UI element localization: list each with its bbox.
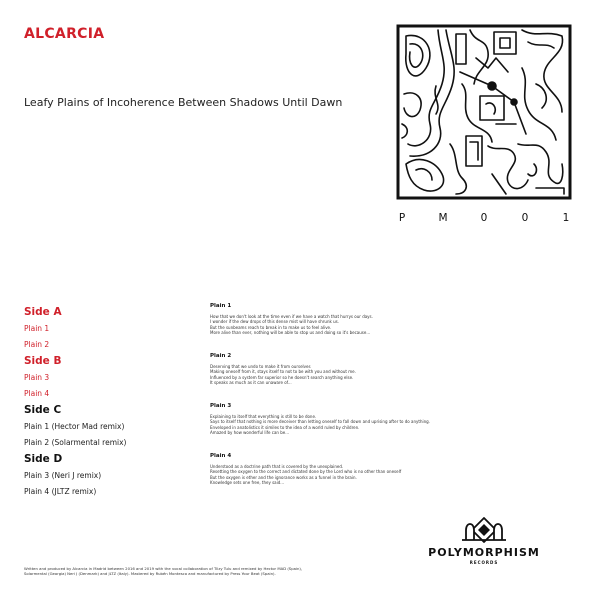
track-item: Plain 3 [24, 373, 50, 382]
lyric-line: Says to itself that nothing is more deceiver than letting oneself to fall down and uprising after to do anything. [210, 419, 430, 425]
track-item: Plain 2 [24, 340, 50, 349]
lyric-block-plain-1 [210, 303, 400, 335]
lyric-line: Amazed by how wonderful life can be... [210, 429, 290, 435]
artist-name: ALCARCIA [24, 26, 105, 42]
lyric-line: Making oneself from it, stays itself to not to be with you and without me. [210, 369, 356, 375]
track-item: Plain 4 (JLTZ remix) [24, 487, 97, 496]
side-a-label: Side A [24, 306, 62, 318]
catalog-code-char: 1 [562, 212, 570, 224]
lyric-line: Explaining to itself that everything is still to be done. [210, 414, 317, 419]
track-item: Plain 1 [24, 324, 50, 333]
track-item: Plain 4 [24, 389, 50, 398]
track-item: Plain 1 (Hector Mad remix) [24, 422, 125, 431]
side-c-label: Side C [24, 404, 62, 416]
lyric-block-plain-4 [210, 453, 400, 485]
tracklist [24, 305, 204, 497]
lyric-line: Knowledge sets one free, they said... [210, 479, 285, 485]
lyric-line: But the sunbeams reach to break in to make us to feel alive. [210, 324, 332, 330]
side-b-label: Side B [24, 355, 62, 367]
lyric-title: Plain 4 [210, 453, 232, 459]
lyric-line: Enveloped in anatolistics it similes to the idea of a world ruled by children. [210, 424, 360, 430]
side-d [24, 452, 204, 497]
lyric-title: Plain 1 [210, 303, 232, 309]
lyric-line: How that we don't look at the time even if we have a watch that hurrys our days. [210, 314, 373, 319]
lyric-block-plain-2 [210, 353, 400, 385]
lyric-line: It speaks as much as it can unaware of... [210, 379, 292, 385]
catalog-code-char: 0 [521, 212, 529, 224]
catalog-code-char: P [398, 212, 406, 224]
track-item: Plain 3 (Neri J remix) [24, 471, 102, 480]
catalog-code [396, 212, 572, 224]
track-item: Plain 2 (Solarmental remix) [24, 438, 127, 447]
lyric-line: Resetting the oxygen to the correct and dictated done by the Lord who is no other than oneself [210, 469, 402, 475]
side-d-label: Side D [24, 453, 63, 465]
lyric-title: Plain 2 [210, 353, 232, 359]
lyric-line: I wonder if the dew drops of this dense mist will have shrunk us. [210, 319, 339, 325]
polymorphism-logo-icon [460, 512, 508, 544]
side-a [24, 305, 204, 350]
label-logo [396, 512, 572, 574]
catalog-code-char: M [438, 212, 448, 224]
lyric-line: Influenced by a system far superior so he doesn't search anything else. [210, 374, 354, 380]
lyric-title: Plain 3 [210, 403, 232, 409]
lyric-block-plain-3 [210, 403, 430, 435]
abstract-line-art-icon [396, 24, 572, 200]
label-subtitle: RECORDS [469, 560, 499, 565]
side-c [24, 403, 204, 448]
lyric-line: Understood as a doctrine path that is covered by the unexplained. [210, 464, 344, 469]
lyric-line: Deserving that we undo to make it from ourselves [210, 364, 311, 369]
album-title: Leafy Plains of Incoherence Between Shadows Until Dawn [24, 96, 343, 109]
lyric-line: More alive than ever, nothing will be able to stop us and doing so it's because... [210, 329, 371, 335]
catalog-code-char: 0 [480, 212, 488, 224]
credits-text: Written and produced by Alcarcia in Madrid between 2016 and 2019 with the vocal collaboration of Tilzy Tulu and remixed by Hector MAD (Spain), Solarmental (Georgia) Neri J (Denmark) and JLTZ (Italy). Mastered by Rubén Montesco and manufactured by Press Your Beat (Spain). [24, 566, 303, 576]
side-b [24, 354, 204, 399]
label-name: POLYMORPHISM [428, 546, 540, 559]
lyric-line: But the oxygen is ether and the ignorance works as a funnel in the brain. [210, 474, 357, 480]
